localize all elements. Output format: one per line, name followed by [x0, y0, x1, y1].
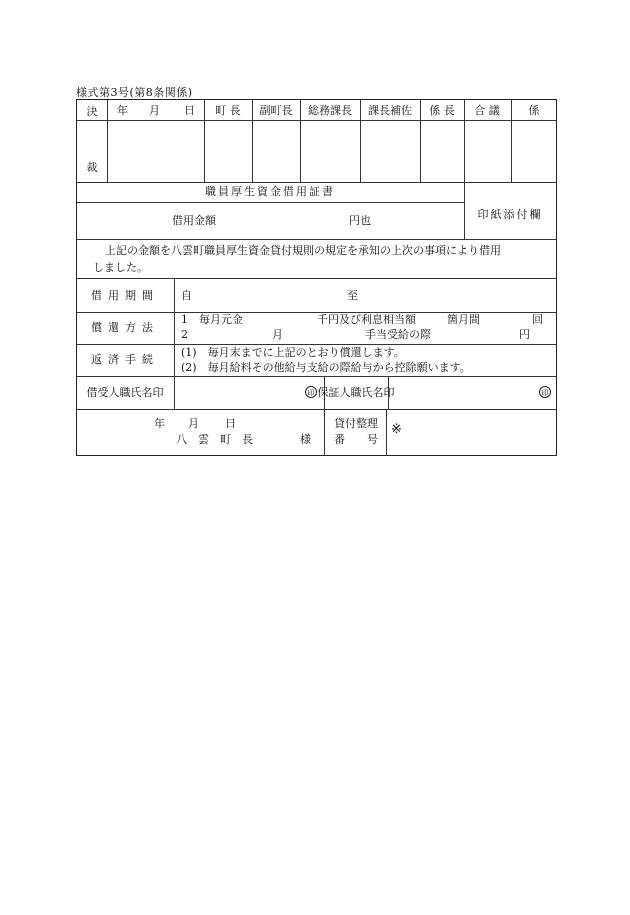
loan-certificate-form [76, 99, 557, 456]
footer-day: 日 [225, 417, 236, 430]
loan-amount-label: 借用金額 [172, 214, 216, 227]
footer-month: 月 [188, 417, 199, 430]
stamp-divider [464, 182, 465, 239]
statement-line-2: しました。 [93, 261, 148, 274]
repayment-bonus-yen: 円 [519, 328, 530, 341]
borrower-seal-mark: 印 [305, 386, 317, 398]
amount-bottom-line [77, 239, 556, 240]
document-title: 職員厚生資金借用証書 [205, 185, 335, 198]
procedure-item-1: (1) 毎月末までに上記のとおり償還します。 [181, 346, 405, 359]
loan-number-label: 番 号 [334, 433, 378, 446]
period-label: 借用期間 [91, 289, 159, 302]
repayment-monthly-principal: 毎月元金 [199, 313, 243, 326]
approval-column-general-affairs-chief: 総務課長 [308, 104, 352, 117]
repayment-item-number: 1 [181, 313, 188, 326]
approval-divider [464, 100, 465, 182]
period-to: 至 [347, 289, 358, 302]
statement-line-1: 上記の金額を八雲町職員厚生資金貸付規則の規定を承知の上次の事項により借用 [105, 244, 501, 257]
title-bottom-line [77, 202, 464, 203]
borrower-label: 借受人職氏名印 [86, 386, 164, 399]
approval-date-year: 年 [117, 104, 128, 117]
repayment-bonus-month: 月 [272, 328, 283, 341]
approval-header-line [77, 120, 556, 121]
approval-column-deputy-mayor: 副町長 [259, 104, 293, 117]
approval-divider [420, 100, 421, 182]
approval-divider [360, 100, 361, 182]
repayment-times: 回 [532, 313, 543, 326]
footer-year: 年 [154, 417, 165, 430]
approval-divider [204, 100, 205, 182]
loan-number-label: 貸付整理 [334, 417, 378, 430]
approval-side-label: 決 [86, 105, 98, 118]
approval-bottom-line [77, 182, 556, 183]
form-number: 様式第3号(第8条関係) [76, 86, 193, 99]
approval-date-month: 月 [149, 104, 160, 117]
approval-column-staff: 係 [528, 104, 540, 117]
period-from: 自 [181, 289, 192, 302]
guarantor-label: 保証人職氏名印 [317, 386, 395, 399]
approval-side-label: 裁 [86, 161, 98, 174]
repayment-bonus-label: 手当受給の際 [365, 328, 431, 341]
approval-column-consultation: 合 議 [474, 104, 500, 117]
guarantor-seal-mark: 印 [539, 386, 551, 398]
repayment-item-number: 2 [181, 328, 188, 341]
label-column-divider [174, 278, 175, 376]
addressee-mayor: 八 雲 町 長 [176, 433, 253, 446]
loan-amount-unit: 円也 [349, 214, 371, 227]
revenue-stamp-label: 印紙添付欄 [477, 208, 543, 221]
office-use-mark: ※ [391, 422, 402, 437]
loan-number-divider [386, 409, 387, 456]
procedure-label: 返済手続 [91, 353, 159, 366]
repayment-label: 償還方法 [91, 321, 159, 334]
procedure-item-2: (2) 毎月給料その他給与支給の際給与から控除願います。 [181, 361, 471, 374]
signature-bottom-line [77, 409, 556, 410]
statement-bottom-line [77, 278, 556, 279]
approval-column-section-head: 係 長 [429, 104, 455, 117]
repayment-bottom-line [77, 344, 556, 345]
approval-divider [511, 100, 512, 182]
repayment-interest: 千円及び利息相当額 [317, 313, 416, 326]
addressee-honorific: 様 [300, 433, 311, 446]
approval-column-mayor: 町 長 [215, 104, 241, 117]
approval-divider [107, 100, 108, 182]
repayment-months: 箇月間 [447, 313, 480, 326]
procedure-bottom-line [77, 376, 556, 377]
borrower-divider [174, 376, 175, 409]
approval-divider [300, 100, 301, 182]
approval-divider [252, 100, 253, 182]
approval-column-assistant-chief: 課長補佐 [368, 104, 412, 117]
approval-date-day: 日 [184, 104, 195, 117]
